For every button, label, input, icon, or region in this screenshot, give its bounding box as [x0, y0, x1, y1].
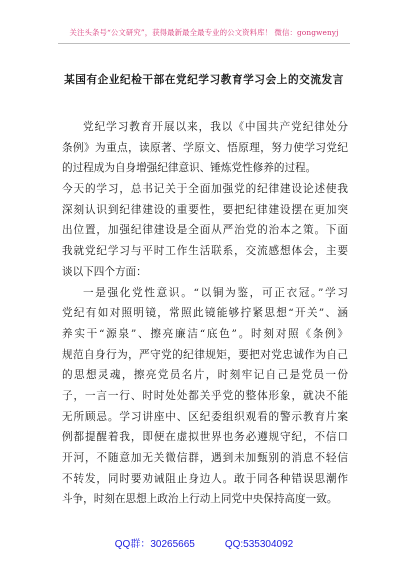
body-line: 不转发，同时要劝诫阻止身边人。敢于同各种错误思潮作 [62, 472, 348, 485]
body-line: 深刻认识到纪律建设的重要性，要把纪律建设摆在更加突 [62, 203, 348, 216]
header-divider [58, 43, 350, 44]
document-title: 某国有企业纪检干部在党纪学习教育学习会上的交流发言 [64, 74, 344, 86]
footer-qq: QQ:535304092 [224, 539, 294, 550]
body-line: 斗争，时刻在思想上政治上行动上同党中央保持高度一致。 [62, 493, 338, 506]
body-line: 出位置，加强纪律建设是全面从严治党的治本之策。下面 [62, 224, 348, 237]
body-line: 今天的学习，总书记关于全面加强党的纪律建设论述使我 [62, 183, 348, 196]
document-body [62, 117, 348, 510]
body-line: 的过程成为自身增强纪律意识、锤炼党性修养的过程。 [62, 162, 317, 175]
body-line: 我就党纪学习与平时工作生活联系，交流感想体会，主要 [62, 245, 348, 258]
body-line: 党纪学习教育开展以来，我以《中国共产党纪律处分 [83, 121, 348, 133]
body-line: 谈以下四个方面： [62, 265, 147, 278]
body-line: 党纪有如对照明镜，常照此镜能够拧紧思想“开关”、涵 [62, 307, 348, 320]
footer [0, 535, 408, 550]
body-line: 无所顾忌。学习讲座中、区纪委组织观看的警示教育片案 [62, 410, 348, 423]
body-line: 开河，不随意加无关微信群，遇到未加甄别的消息不轻信 [62, 452, 348, 464]
header-banner: 关注头条号“公文研究”，获得最新最全最专业的公文资料库！ 微信：gongwenyj [69, 28, 339, 37]
body-line: 规范自身行为，严守党的纪律规矩，要把对党忠诚作为自己 [62, 348, 348, 361]
body-line: 一是强化党性意识。“以铜为鉴，可正衣冠。”学习 [83, 286, 348, 299]
body-line: 子，一言一行、时时处处都关乎党的整体形象，就决不能 [62, 389, 348, 402]
footer-qq-group: QQ群：30265665 [114, 539, 195, 550]
body-line: 养实干“源泉”、擦亮廉洁“底色”。时刻对照《条例》 [62, 327, 348, 340]
body-line: 的思想灵魂，擦亮党员名片，时刻牢记自己是党员一份 [62, 369, 348, 382]
body-line: 条例》为重点，读原著、学原文、悟原理，努力使学习党纪 [62, 141, 348, 154]
body-line: 例都提醒着我，即便在虚拟世界也务必遵规守纪，不信口 [62, 431, 348, 444]
